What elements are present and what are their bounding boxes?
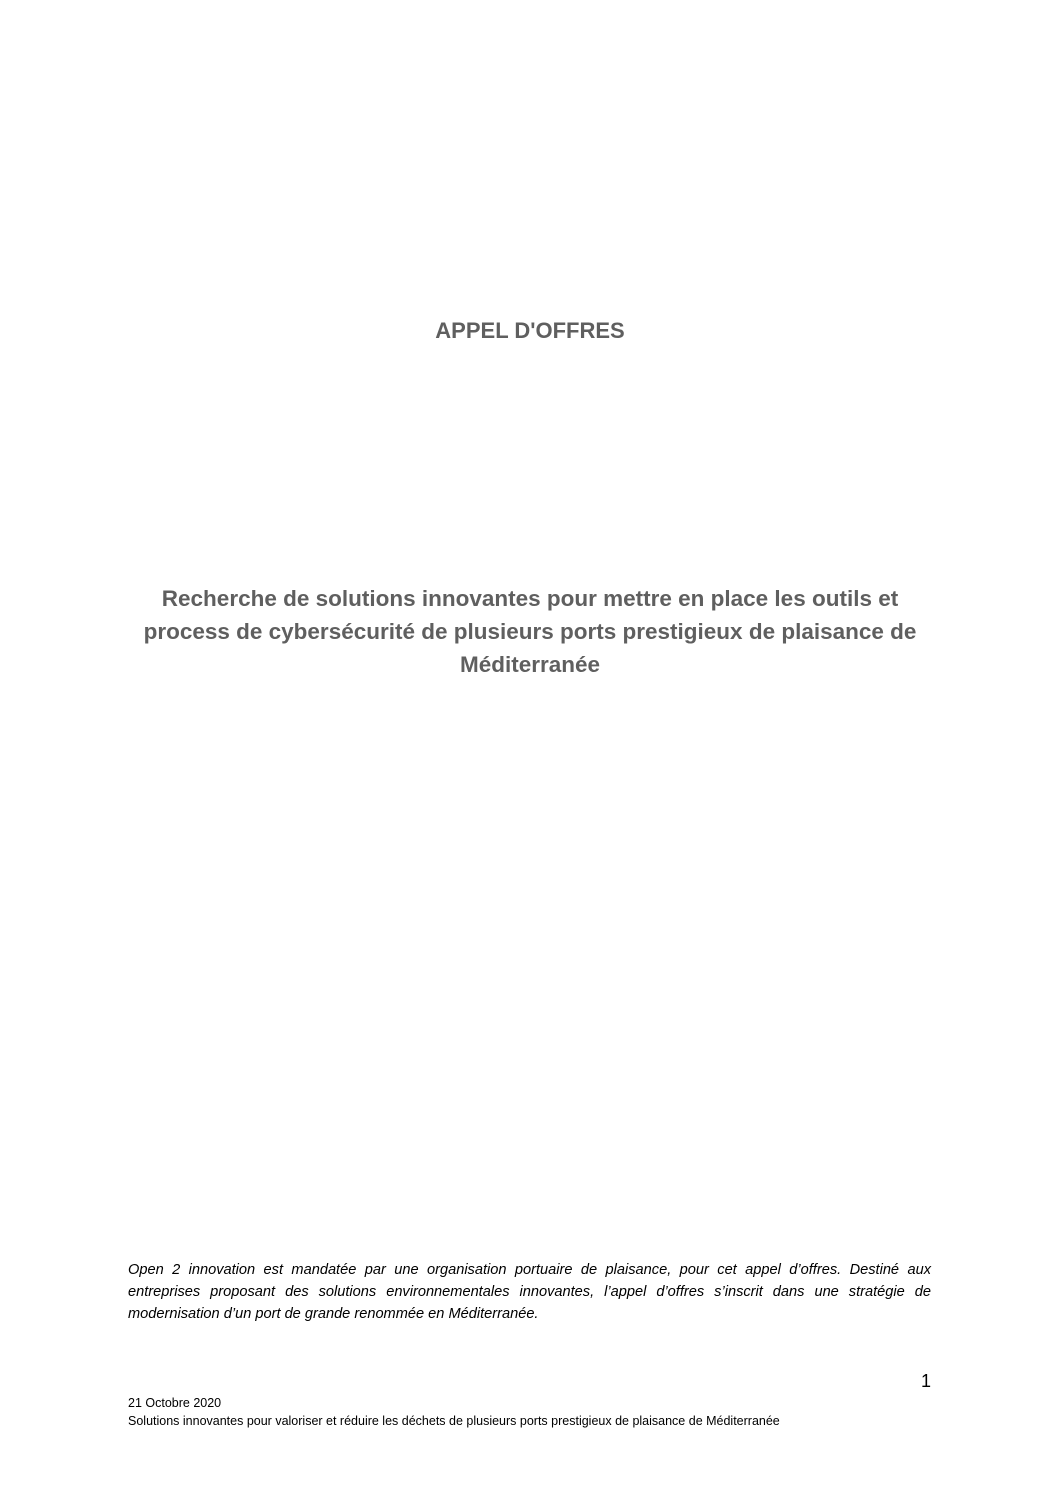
document-title: APPEL D'OFFRES [435, 318, 625, 343]
footer-title: Solutions innovantes pour valoriser et réduire les déchets de plusieurs ports prestigieux de plaisance de Méditerranée [128, 1414, 780, 1428]
document-subtitle: Recherche de solutions innovantes pour mettre en place les outils et process de cybersécurité de plusieurs ports prestigieux de plaisance de Méditerranée [143, 586, 917, 677]
page-footer [128, 1394, 928, 1430]
intro-paragraph: Open 2 innovation est mandatée par une organisation portuaire de plaisance, pour cet appel d’offres. Destiné aux entreprises proposant des solutions environnementales innovantes, l’appel d’offres s’inscrit dans une stratégie de modernisation d’un port de grande renommée en Méditerranée. [128, 1262, 931, 1322]
footer-date: 21 Octobre 2020 [128, 1396, 222, 1410]
page-number: 1 [920, 1371, 931, 1391]
